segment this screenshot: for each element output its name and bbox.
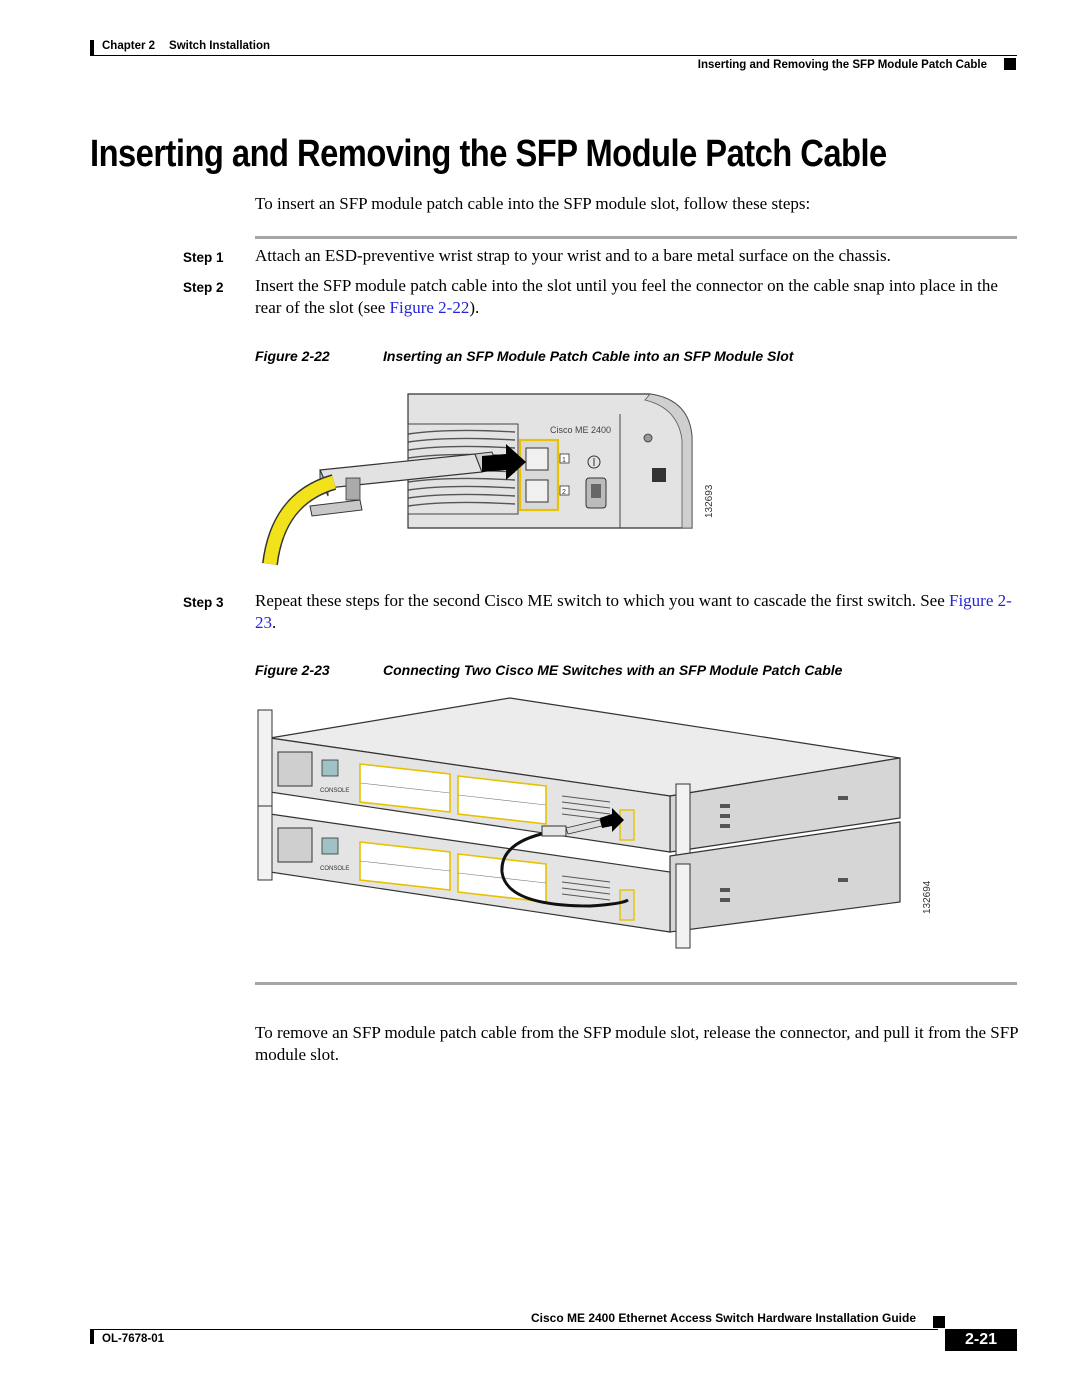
figure-2-23-title: Connecting Two Cisco ME Switches with an SFP Module Patch Cable [383,662,843,678]
intro-text: To insert an SFP module patch cable into the SFP module slot, follow these steps: [255,194,811,213]
port-label-1: 1 [562,457,566,464]
figure-2-23-caption [0,662,1080,680]
step-3-text [255,590,1020,634]
header-rule [90,55,1017,56]
step-2-text-before: Insert the SFP module patch cable into the slot until you feel the connector on the cable snap into place in the rear of the slot (see [255,276,998,317]
running-title: Inserting and Removing the SFP Module Patch Cable [697,59,987,71]
header-chapter [102,40,270,52]
figure-2-23-art-id: 132694 [922,880,933,914]
section-label: Switch Installation [169,40,271,52]
figure-2-22-art-id: 132693 [704,484,715,518]
footer-bar [90,1329,94,1344]
figure-2-23-link[interactable]: Figure 2-23 [255,591,1012,632]
page-title: Inserting and Removing the SFP Module Patch Cable [90,133,887,175]
figure-2-22-number: Figure 2-22 [255,348,330,364]
page-number: 2-21 [945,1329,1017,1351]
outro-text: To remove an SFP module patch cable from the SFP module slot, release the connector, and pull it from the SFP module slot. [255,1023,1018,1064]
figure-2-22-illustration [250,378,720,578]
step-2-text-after: ). [469,298,480,317]
footer-rule [90,1329,938,1330]
footer-doc-number: OL-7678-01 [102,1333,165,1345]
step-3-text-after: . [272,613,277,632]
figure-2-23-number: Figure 2-23 [255,662,330,678]
model-label: Cisco ME 2400 [550,425,612,435]
step-2-label: Step 2 [183,280,224,295]
step-1-text: Attach an ESD-preventive wrist strap to your wrist and to a bare metal surface on the chassis. [255,246,891,265]
figure-2-23-illustration [250,692,940,962]
upper-console-label: CONSOLE [320,788,350,794]
lower-console-label: CONSOLE [320,866,350,872]
figure-2-22-caption [0,348,1080,366]
step-3-label: Step 3 [183,595,224,610]
step-2-text [255,275,1020,319]
figure-2-22-link[interactable]: Figure 2-22 [389,298,470,317]
chapter-label: Chapter 2 [102,40,156,52]
header-bar [90,40,94,55]
header-square [1004,58,1016,70]
figure-2-22-title: Inserting an SFP Module Patch Cable into an SFP Module Slot [383,348,794,364]
step-3-text-before: Repeat these steps for the second Cisco ME switch to which you want to cascade the first switch. See [255,591,949,610]
footer-guide-title: Cisco ME 2400 Ethernet Access Switch Hardware Installation Guide [530,1311,916,1325]
section-rule-bottom [255,982,1017,985]
footer-block [933,1316,945,1328]
section-rule-top [255,236,1017,239]
port-label-2: 2 [562,489,566,496]
step-1-label: Step 1 [183,250,224,265]
